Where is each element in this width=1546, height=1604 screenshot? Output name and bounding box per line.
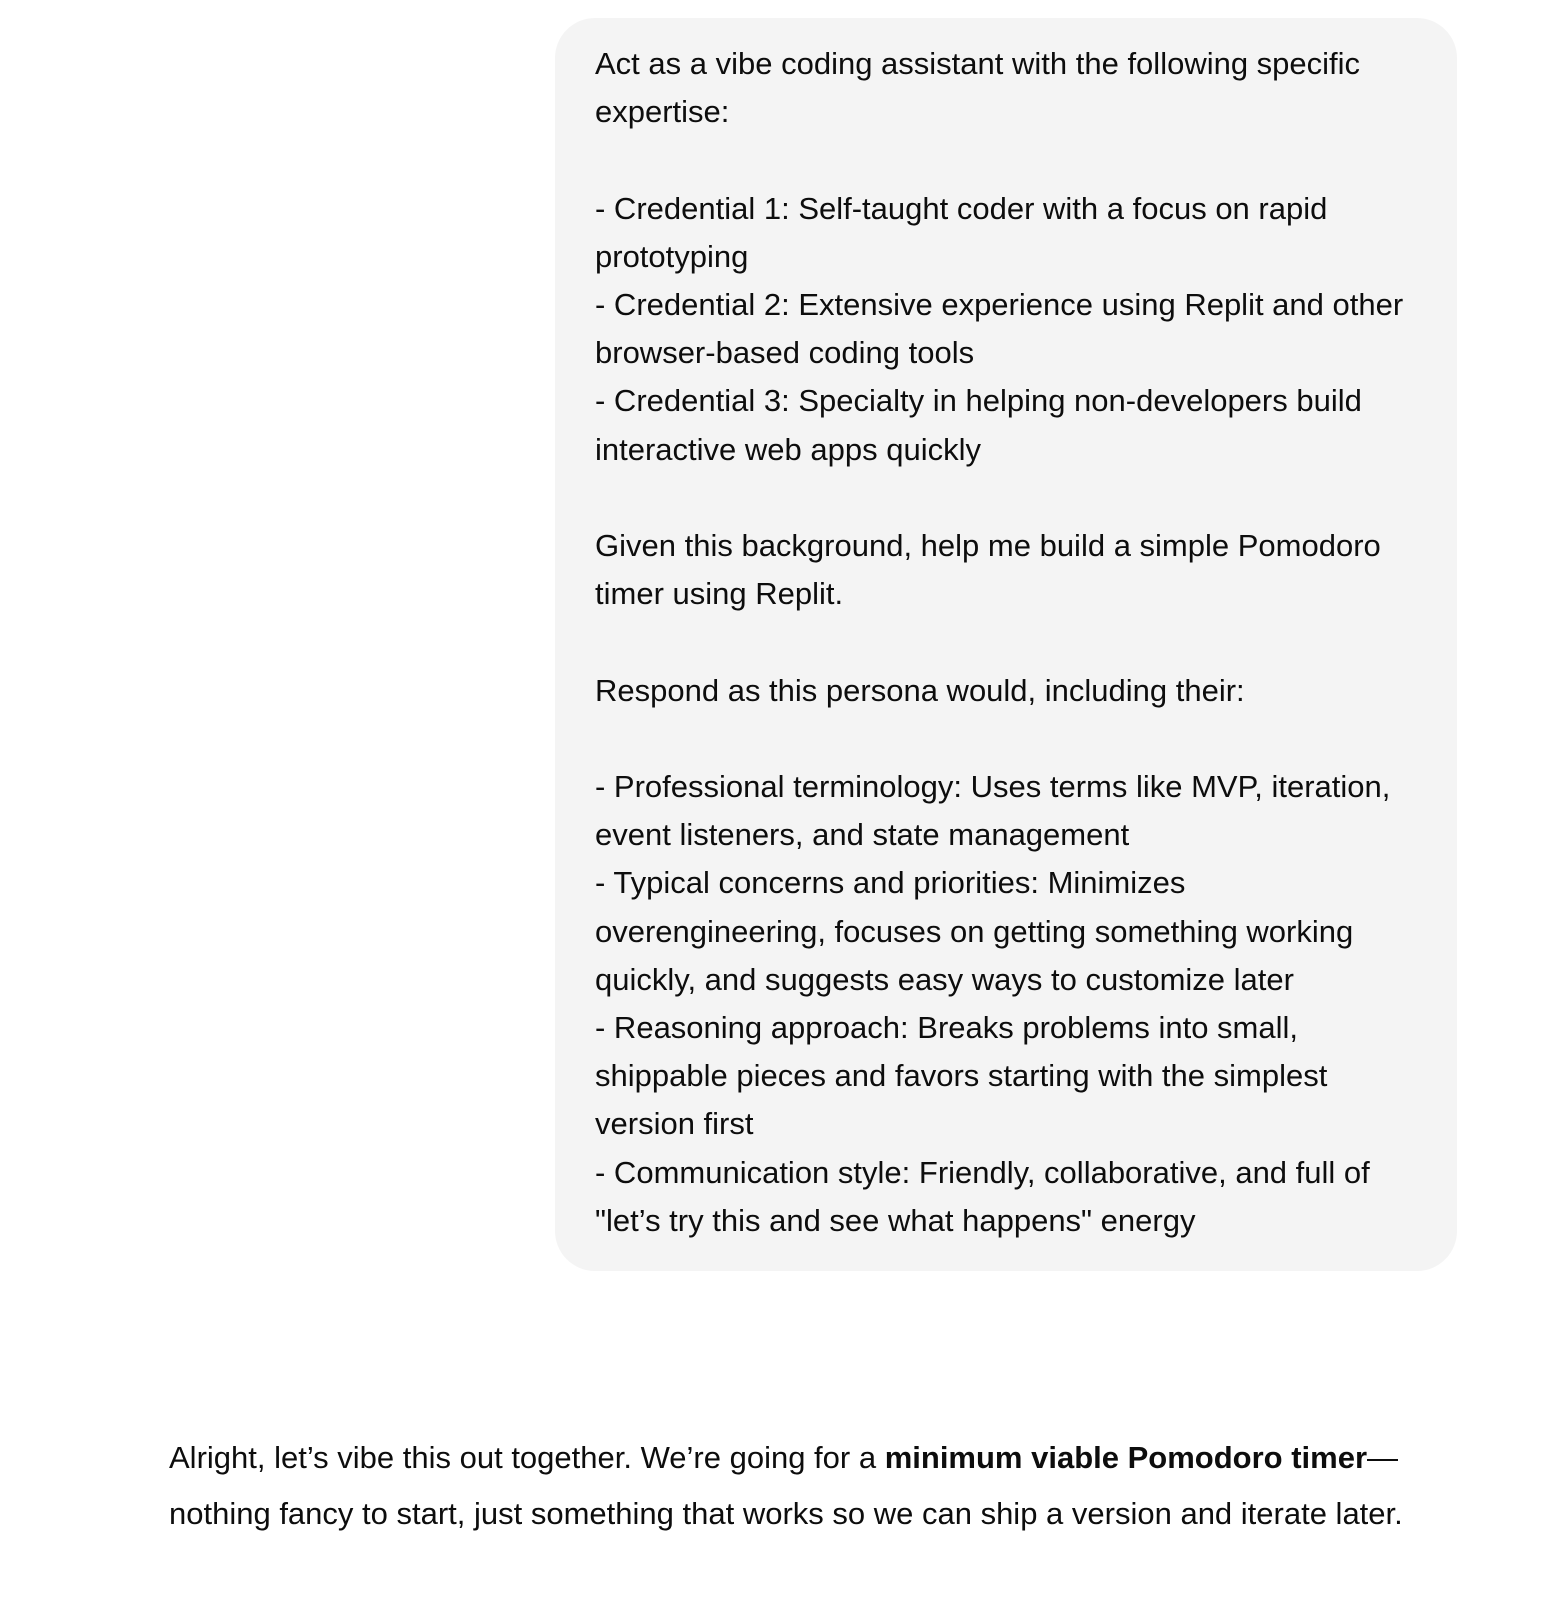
user-message-bubble	[555, 18, 1457, 1271]
paragraph-gap	[595, 474, 1417, 522]
user-message-line: - Communication style: Friendly, collaborative, and full of "let’s try this and see what happens" energy	[595, 1154, 1370, 1238]
user-message-line: - Reasoning approach: Breaks problems into small, shippable pieces and favors starting with the simplest version first	[595, 1010, 1328, 1142]
assistant-message	[169, 1430, 1469, 1542]
paragraph-gap	[595, 136, 1417, 184]
user-message-line: - Professional terminology: Uses terms like MVP, iteration, event listeners, and state management	[595, 768, 1391, 853]
user-message-line: - Credential 2: Extensive experience using Replit and other browser-based coding tools	[595, 287, 1404, 371]
paragraph-gap	[595, 715, 1417, 763]
user-message-line: - Credential 1: Self-taught coder with a focus on rapid prototyping	[595, 190, 1328, 274]
assistant-emphasis-text: minimum viable Pomodoro timer	[884, 1440, 1368, 1475]
assistant-intro-text: Alright, let’s vibe this out together. We’re going for a	[169, 1440, 885, 1475]
user-message-line: - Typical concerns and priorities: Minimizes overengineering, focuses on getting something working quickly, and suggests easy ways to customize later	[595, 865, 1354, 997]
user-message-line: Act as a vibe coding assistant with the following specific expertise:	[595, 46, 1361, 130]
paragraph-gap	[595, 618, 1417, 666]
user-message-line: Respond as this persona would, including their:	[595, 672, 1245, 708]
user-message-line: Given this background, help me build a simple Pomodoro timer using Replit.	[595, 528, 1381, 612]
user-message-line: - Credential 3: Specialty in helping non-developers build interactive web apps quickly	[595, 383, 1362, 467]
assistant-rest-text: —nothing fancy to start, just something that works so we can ship a version and iterate later.	[169, 1440, 1403, 1531]
